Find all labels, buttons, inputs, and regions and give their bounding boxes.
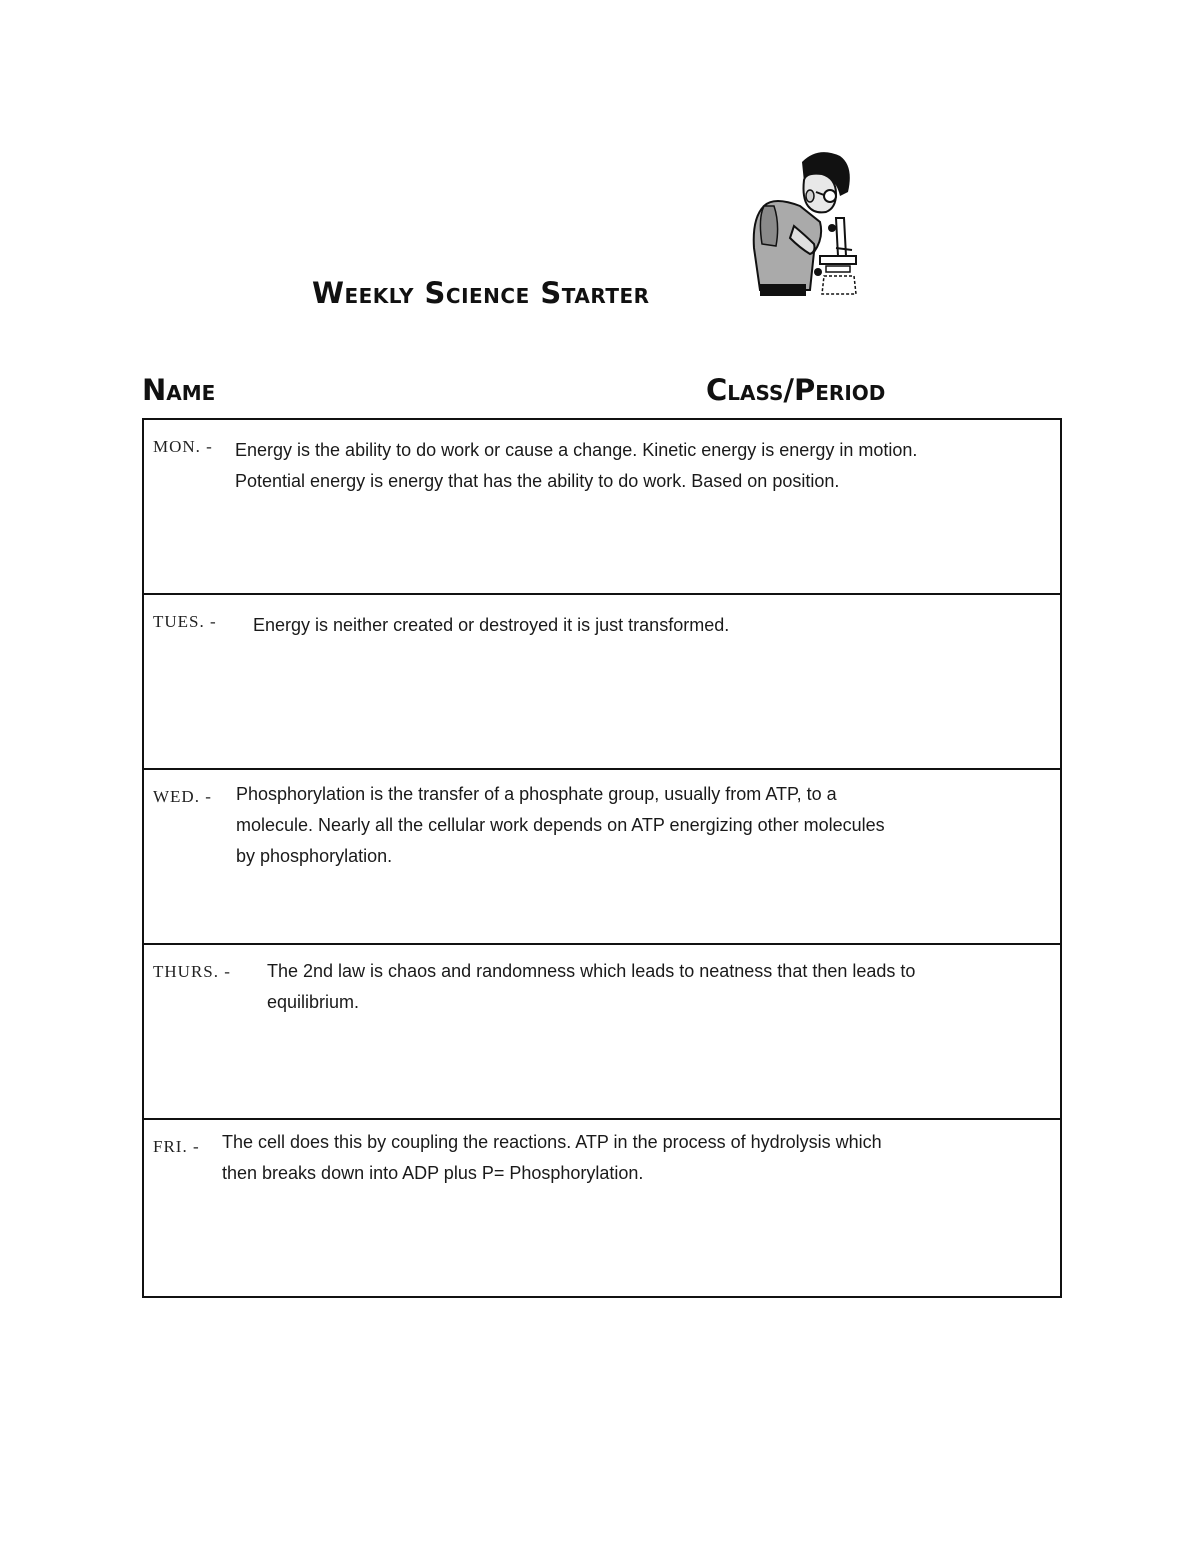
day-label-tuesday: TUES. -	[153, 612, 217, 631]
entry-line: equilibrium.	[267, 992, 360, 1012]
entry-line: by phosphorylation.	[236, 846, 393, 866]
day-label-wednesday: WED. -	[153, 787, 212, 806]
day-row-tuesday	[144, 595, 1060, 770]
day-row-wednesday	[144, 770, 1060, 945]
entry-line: The cell does this by coupling the reactions. ATP in the process of hydrolysis which	[222, 1132, 882, 1152]
class-period-label: Class/Period	[706, 373, 886, 407]
worksheet-title: Weekly Science Starter	[312, 276, 650, 310]
day-row-monday	[144, 420, 1060, 595]
entry-line: Energy is neither created or destroyed it is just transformed.	[253, 615, 730, 635]
entry-line: molecule. Nearly all the cellular work depends on ATP energizing other molecules	[236, 815, 885, 835]
day-label-thursday: THURS. -	[153, 962, 231, 981]
entry-line: The 2nd law is chaos and randomness which leads to neatness that then leads to	[267, 961, 916, 981]
day-row-friday	[144, 1120, 1060, 1296]
entry-text-tuesday	[253, 610, 729, 641]
entry-line: then breaks down into ADP plus P= Phosphorylation.	[222, 1163, 644, 1183]
day-label-friday: FRI. -	[153, 1137, 200, 1156]
entry-text-friday	[222, 1127, 882, 1189]
entry-line: Potential energy is energy that has the ability to do work. Based on position.	[235, 471, 840, 491]
entry-text-wednesday	[236, 779, 885, 872]
entry-line: Phosphorylation is the transfer of a phosphate group, usually from ATP, to a	[236, 784, 837, 804]
weekly-starter-table	[142, 418, 1062, 1298]
entry-text-monday	[235, 435, 917, 497]
entry-line: Energy is the ability to do work or cause a change. Kinetic energy is energy in motion.	[235, 440, 918, 460]
day-row-thursday	[144, 945, 1060, 1120]
scientist-with-microscope-icon	[740, 148, 864, 300]
entry-text-thursday	[267, 956, 915, 1018]
name-label: Name	[142, 373, 216, 407]
day-label-monday: MON. -	[153, 437, 213, 456]
